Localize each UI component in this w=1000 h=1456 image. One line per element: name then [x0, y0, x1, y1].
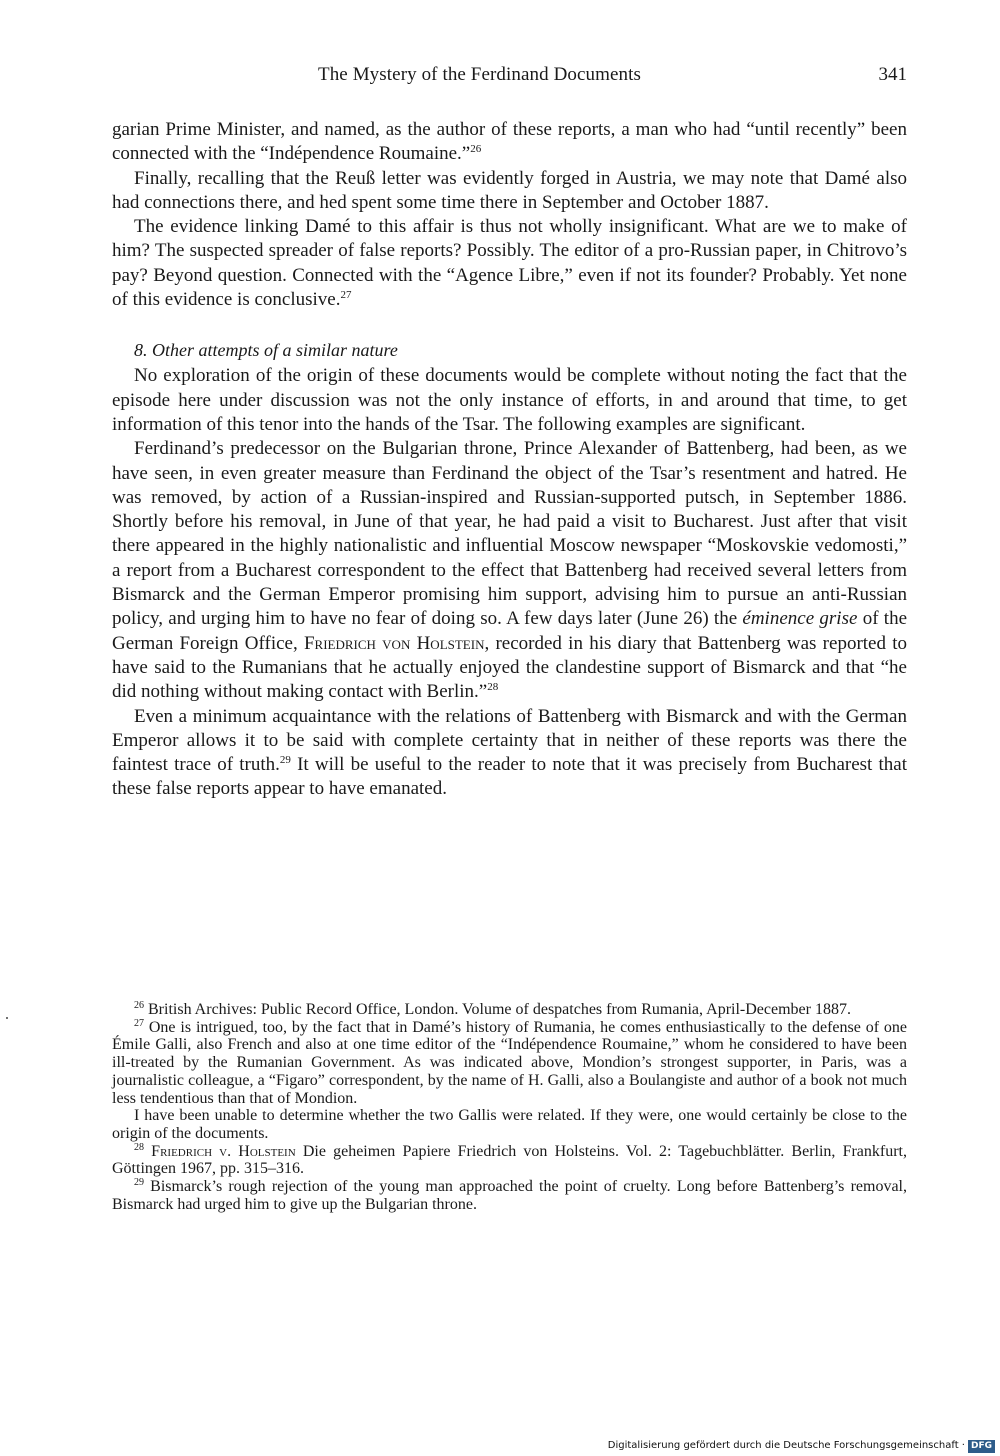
footnote-27: [112, 1019, 907, 1108]
paragraph-2: Finally, recalling that the Reuß letter was evidently forged in Austria, we may note that Damé also had connections there, and hed spent some time there in September and October 1887.: [112, 167, 907, 213]
paragraph-6: [112, 705, 907, 802]
footer-credit-text: Digitalisierung gefördert durch die Deutsche Forschungsgemeinschaft ·: [607, 1440, 965, 1451]
footnote-28-number: 28: [134, 1141, 144, 1153]
footnote-28-author: Friedrich v. Holstein: [151, 1142, 296, 1160]
footnote-26: [112, 1001, 907, 1019]
margin-mark: [6, 1017, 8, 1019]
footnote-ref-29: 29: [279, 754, 291, 767]
paragraph-4: No exploration of the origin of these documents would be complete without noting the fact that the episode here under discussion was not the only instance of efforts, in and around that time, to get information of this tenor into the hands of the Tsar. The following examples are significant.: [112, 365, 907, 435]
footnotes: [112, 1001, 907, 1213]
footnote-28: [112, 1143, 907, 1178]
section-gap: [112, 312, 907, 336]
footnote-26-number: 26: [134, 1000, 144, 1011]
footnote-ref-26: 26: [470, 143, 482, 156]
section-heading: 8. Other attempts of a similar nature: [134, 340, 398, 361]
footnote-28-text: Die geheimen Papiere Friedrich von Holsteins. Vol. 2: Tagebuchblätter. Berlin, Frankfurt, Göttingen 1967, pp. 315–316.: [112, 1142, 908, 1178]
footnote-27-text: One is intrigued, too, by the fact that in Damé’s history of Rumania, he comes enthusiastically to the defense of one Émile Galli, also French and also at one time editor of the “Indépendence Roumaine,” whom he considered to have been ill-treated by the Rumanian Government. As was indicated above, Mondion’s strongest supporter, in Paris, was a journalistic colleague, a “Figaro” correspondent, by the name of H. Galli, also a Boulangiste and author of a book not much less tendentious than that of Mondion.: [112, 1018, 907, 1107]
paragraph-5: [112, 437, 907, 704]
paragraph-3: [112, 215, 907, 312]
footnote-27-number: 27: [134, 1017, 144, 1029]
paragraph-6-text-a: Even a minimum acquaintance with the relations of Battenberg with Bismarck and with the German Emperor allows it to be said with complete certainty that in neither of these reports was there the faintest trace of truth.: [112, 705, 907, 776]
footnote-29-text: Bismarck’s rough rejection of the young man approached the point of cruelty. Long before Battenberg’s removal, Bismarck had urged him to give up the Bulgarian throne.: [112, 1178, 907, 1213]
running-title: The Mystery of the Ferdinand Documents: [318, 64, 642, 85]
paragraph-5-italic: éminence grise: [742, 608, 858, 630]
holstein-name: Friedrich von Holstein: [303, 632, 485, 654]
paragraph-1-text: garian Prime Minister, and named, as the author of these reports, a man who had “until recently” been connected with the “Indépendence Roumaine.”: [112, 119, 907, 165]
paragraph-5-text-c: , recorded in his diary that Battenberg was reported to have said to the Rumanians that he actually enjoyed the clandestine support of Bismarck and that “he did nothing without making contact with Berlin.”: [112, 632, 908, 703]
body-text: [112, 118, 907, 802]
paragraph-3-text: The evidence linking Damé to this affair is thus not wholly insignificant. What are we to make of him? The suspected spreader of false reports? Possibly. The editor of a pro-Russian paper, in Chitrovo’s pay? Beyond question. Connected with the “Agence Libre,” even if not its founder? Probably. Yet none of this evidence is conclusive.: [112, 216, 907, 311]
footnote-ref-28: 28: [487, 681, 499, 694]
footer-credit: [608, 1439, 995, 1453]
paragraph-1: [112, 118, 907, 167]
paragraph-5-text-a: Ferdinand’s predecessor on the Bulgarian throne, Prince Alexander of Battenberg, had been, as we have seen, in even greater measure than Ferdinand the object of the Tsar’s resentment and hatred. He was removed, by action of a Russian-inspired and Russian-supported putsch, in September 1886. Shortly before his removal, in June of that year, he had paid a visit to Bucharest. Just after that visit there appeared in the highly nationalistic and influential Moscow newspaper “Moskovskie vedomosti,” a report from a Bucharest correspondent to the effect that Battenberg had received several letters from Bismarck and the German Emperor promising him support, advising him to pursue an anti-Russian policy, and urging him to have no fear of doing so. A few days later (June 26) the: [112, 438, 907, 630]
page-number: 341: [878, 64, 907, 85]
running-head: [112, 64, 907, 90]
footnote-27-continuation: I have been unable to determine whether the two Gallis were related. If they were, one would certainly be close to the origin of the documents.: [112, 1107, 907, 1142]
footnote-26-text: British Archives: Public Record Office, London. Volume of despatches from Rumania, April-December 1887.: [144, 1001, 851, 1018]
footnote-ref-27: 27: [340, 289, 352, 302]
dfg-logo-icon: DFG: [968, 1440, 995, 1453]
footnote-29-number: 29: [134, 1177, 144, 1189]
paragraph-5-text-b: of the German Foreign Office,: [112, 608, 907, 654]
footnote-29: [112, 1178, 907, 1213]
paragraph-6-text-b: It will be useful to the reader to note that it was precisely from Bucharest that these false reports appear to have emanated.: [112, 754, 907, 800]
